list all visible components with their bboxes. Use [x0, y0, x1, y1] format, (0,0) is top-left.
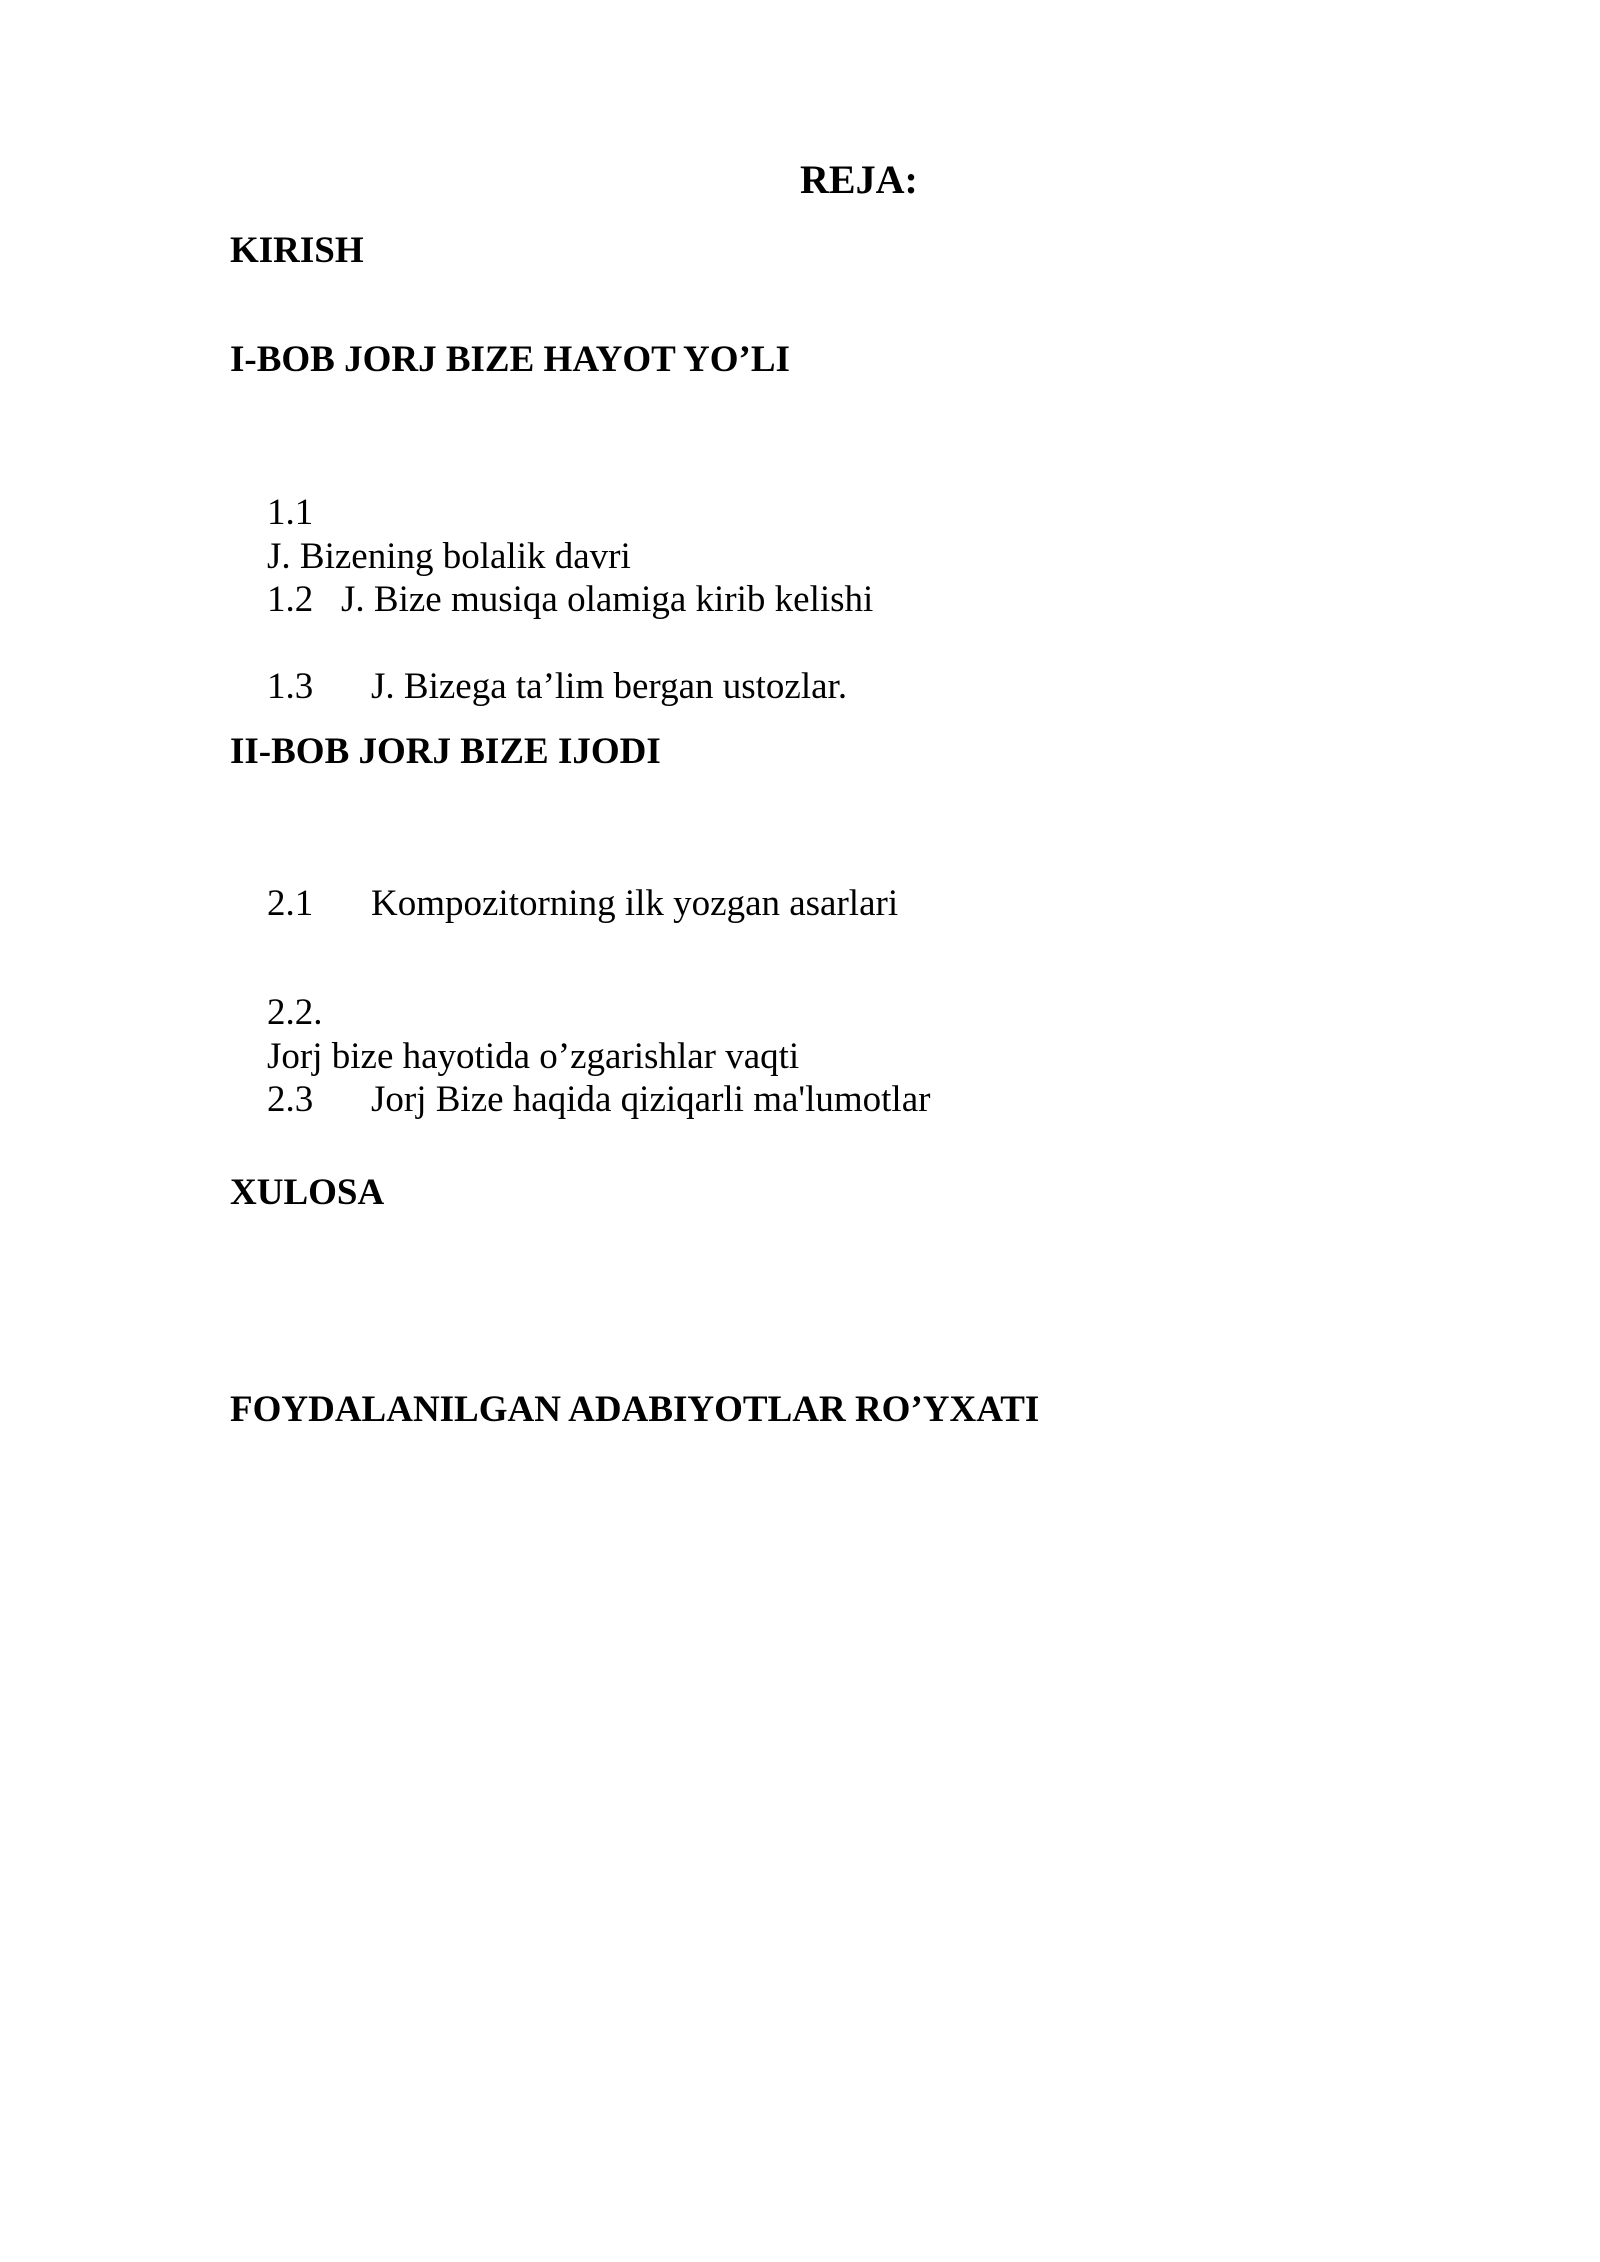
toc-item-text: Jorj bize hayotida o’zgarishlar vaqti [267, 1036, 800, 1077]
toc-item-number: 1.2 [267, 579, 314, 620]
page-title: REJA: [800, 157, 918, 202]
toc-item-text: J. Bize musiqa olamiga kirib kelishi [341, 579, 874, 620]
chapter2-heading: II-BOB JORJ BIZE IJODI [230, 731, 661, 772]
toc-item-text: J. Bizening bolalik davri [267, 536, 631, 577]
toc-item-text: J. Bizega ta’lim bergan ustozlar. [371, 666, 848, 707]
toc-item-text: Jorj Bize haqida qiziqarli ma'lumotlar [371, 1079, 931, 1120]
section-references: FOYDALANILGAN ADABIYOTLAR RO’YXATI [230, 1389, 1040, 1430]
toc-item-number: 1.3 [267, 666, 314, 707]
toc-item-text: Kompozitorning ilk yozgan asarlari [371, 883, 899, 924]
toc-item-number: 2.2. [267, 992, 323, 1033]
toc-item-number: 2.3 [267, 1079, 314, 1120]
toc-item [230, 1034, 930, 1166]
chapter1-heading: I-BOB JORJ BIZE HAYOT YO’LI [230, 339, 790, 380]
toc-item-number: 1.1 [267, 492, 314, 533]
toc-item-number: 2.1 [267, 883, 314, 924]
section-conclusion: XULOSA [230, 1172, 385, 1213]
section-intro: KIRISH [230, 230, 364, 271]
